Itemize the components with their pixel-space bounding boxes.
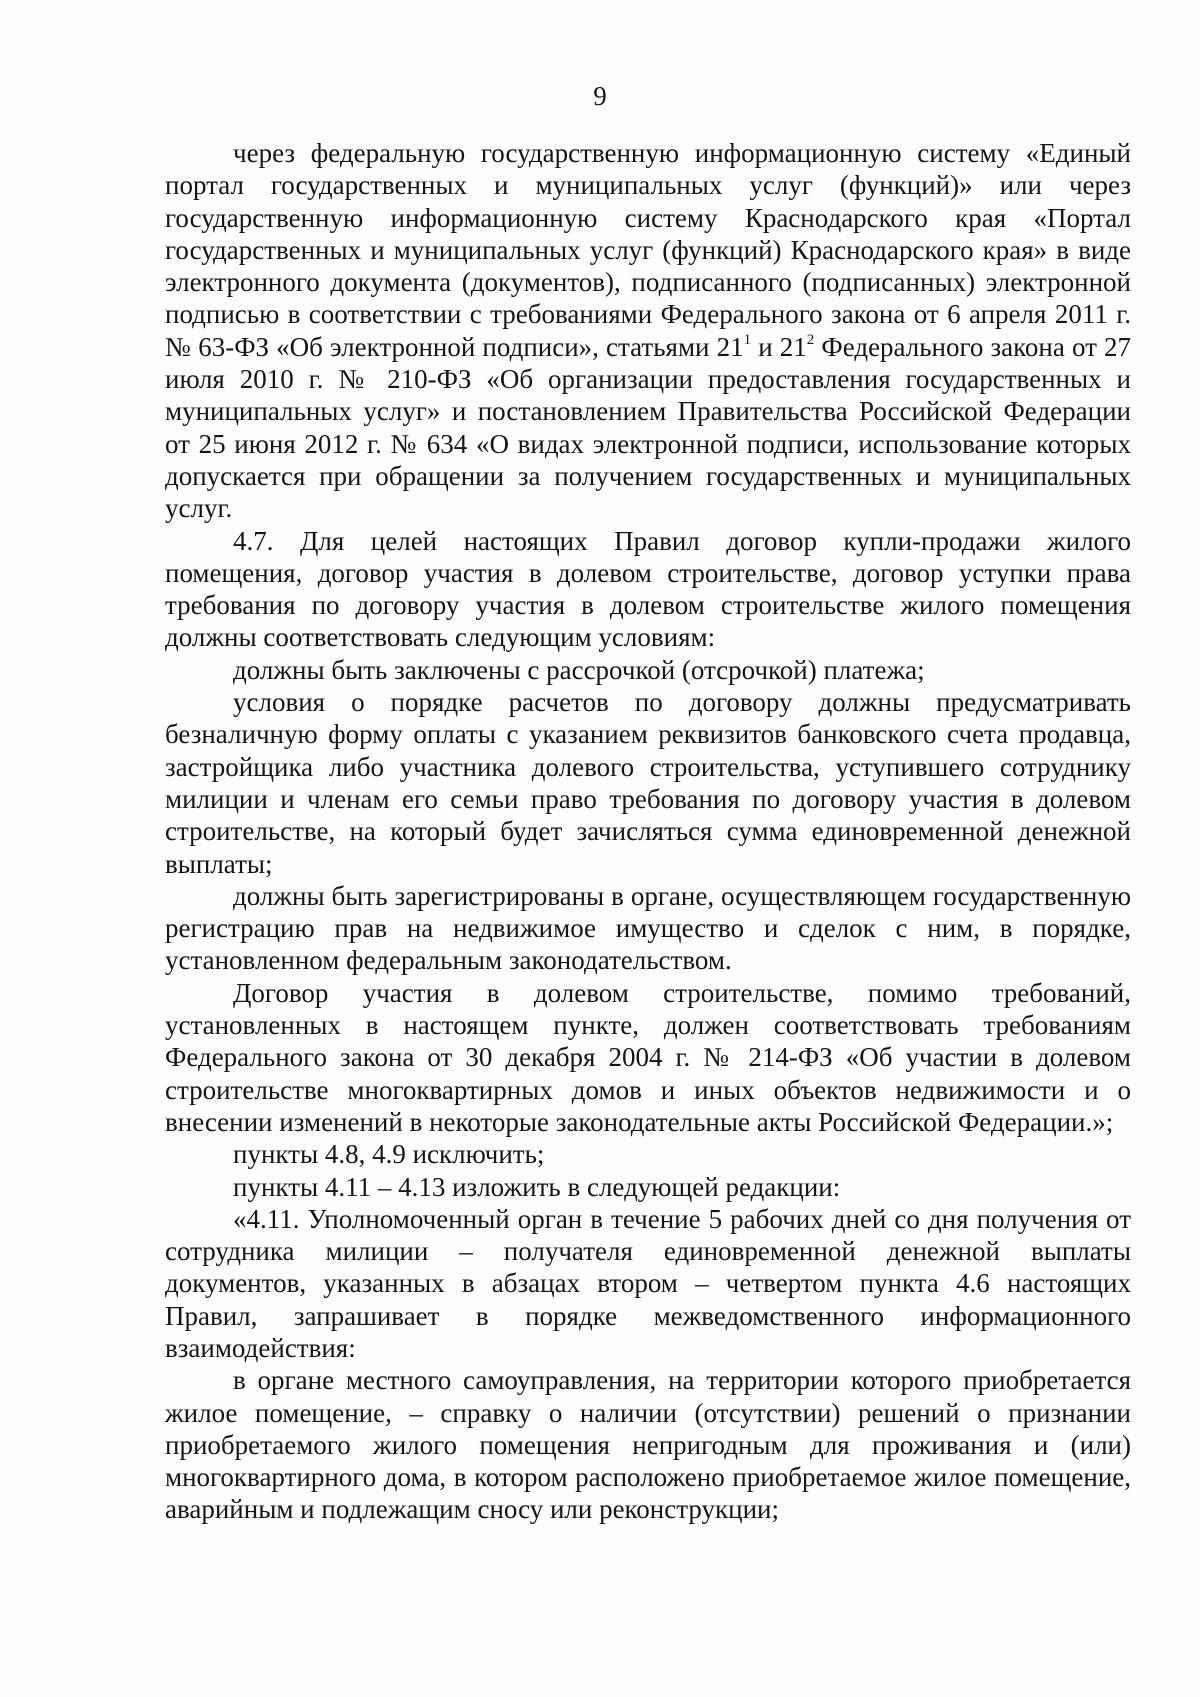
paragraph-text-mid: и 21 — [751, 331, 807, 362]
paragraph-new-edition: пункты 4.11 – 4.13 изложить в следующей редакции: — [233, 1171, 841, 1202]
document-body — [165, 137, 1131, 1526]
paragraph-shared-construction: Договор участия в долевом строительстве, помимо требований, установленных в настоящем пункте, должен соответствовать требованиям Федерального закона от 30 декабря 2004 г. № 214-ФЗ «Об участии в долевом строительстве многоквартирных домов и иных объектов недвижимости и о внесении изменений в некоторые законодательные акты Российской Федерации.»; — [165, 977, 1131, 1137]
superscript-2: 2 — [806, 331, 815, 348]
paragraph-local-government: в органе местного самоуправления, на территории которого приобретается жилое помещение, – справку о наличии (отсутствии) решений о признании приобретаемого жилого помещения непригодным для проживания и (или) многоквартирного дома, в котором расположено приобретаемое жилое помещение, аварийным и подлежащим сносу или реконструкции; — [165, 1365, 1131, 1525]
paragraph-text: через федеральную государственную информационную систему «Единый портал государственных и муниципальных услуг (функций)» или через государственную информационную систему Краснодарского края «Портал государственных и муниципальных услуг (функций) Краснодарского края» в виде электронного документа (документов), подписанного (подписанных) электронной подписью в соответствии с требованиями Федерального закона от 6 апреля 2011 г. № 63-ФЗ «Об электронной подписи», статьями 21 — [165, 138, 1131, 362]
paragraph-text-end: Федерального закона от 27 июля 2010 г. № 210-ФЗ «Об организации предоставления государственных и муниципальных услуг» и постановлением Правительства Российской Федерации от 25 июня 2012 г. № 634 «О видах электронной подписи, использование которых допускается при обращении за получением государственных и муниципальных услуг. — [165, 331, 1132, 524]
paragraph-registration: должны быть зарегистрированы в органе, осуществляющем государственную регистрацию прав на недвижимое имущество и сделок с ним, в порядке, установленном федеральным законодательством. — [165, 880, 1131, 976]
superscript-1: 1 — [743, 331, 752, 348]
paragraph-payment-terms: условия о порядке расчетов по договору должны предусматривать безналичную форму оплаты с указанием реквизитов банковского счета продавца, застройщика либо участника долевого строительства, уступившего сотруднику милиции и членам его семьи право требования по договору участия в долевом строительстве, на который будет зачисляться сумма единовременной денежной выплаты; — [165, 687, 1131, 879]
paragraph-installment: должны быть заключены с рассрочкой (отсрочкой) платежа; — [233, 654, 925, 685]
page-number: 9 — [593, 81, 607, 111]
paragraph-4-7: 4.7. Для целей настоящих Правил договор купли-продажи жилого помещения, договор участия в долевом строительстве, договор уступки права требования по договору участия в долевом строительстве жилого помещения должны соответствовать следующим условиям: — [165, 525, 1131, 653]
paragraph-portal-submission — [165, 137, 1131, 525]
paragraph-exclude-points: пункты 4.8, 4.9 исключить; — [233, 1139, 545, 1170]
paragraph-4-11: «4.11. Уполномоченный орган в течение 5 рабочих дней со дня получения от сотрудника милиции – получателя единовременной денежной выплаты документов, указанных в абзацах втором – четвертом пункта 4.6 настоящих Правил, запрашивает в порядке межведомственного информационного взаимодействия: — [165, 1203, 1131, 1363]
